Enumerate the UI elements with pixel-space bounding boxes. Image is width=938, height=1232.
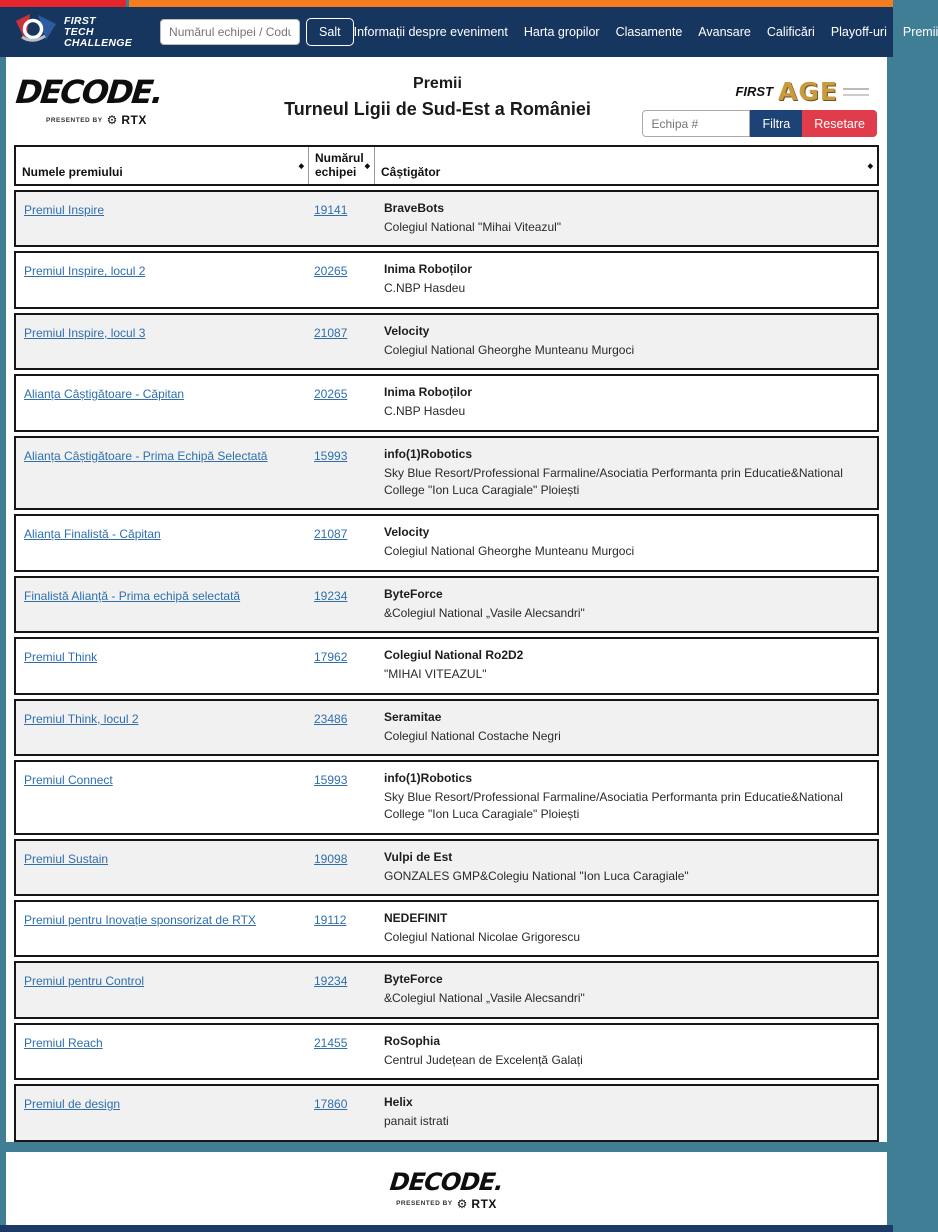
- winner-affiliation: Sky Blue Resort/Professional Farmaline/Asociatia Performanta prin Educatie&National College "Ion Luca Caragiale" Ploiești: [384, 789, 843, 822]
- winner-name: info(1)Robotics: [384, 770, 472, 785]
- winner-name: Colegiul National Ro2D2: [384, 648, 524, 663]
- winner-name: Inima Roboților: [384, 385, 472, 400]
- winner-name: BraveBots: [384, 201, 445, 215]
- winner-name: info(1)Robotics: [384, 446, 472, 461]
- nav-link-playoffs[interactable]: Playoff-uri: [830, 25, 887, 39]
- team-number-link[interactable]: 21455: [314, 1035, 348, 1050]
- winner-affiliation: Colegiul National Costache Negri: [384, 728, 561, 743]
- winner-name: ByteForce: [384, 586, 443, 601]
- award-link[interactable]: Alianța Finalistă - Căpitan: [24, 527, 161, 542]
- awards-table: [14, 145, 879, 1142]
- ftc-swirl-icon: [14, 13, 58, 52]
- winner-affiliation: Colegiul National Gheorghe Munteanu Murgoci: [384, 544, 635, 559]
- winner-affiliation: &Colegiul National „Vasile Alecsandri": [384, 991, 585, 1006]
- red-stripe: [0, 0, 126, 7]
- decode-logo: [16, 69, 226, 127]
- page-title: Premii: [413, 75, 462, 92]
- table-rows: [14, 190, 879, 1142]
- table-row: [14, 514, 879, 571]
- winner-name: Inima Roboților: [384, 262, 472, 277]
- team-number-link[interactable]: 20265: [314, 387, 348, 402]
- presented-by-rtx: [46, 113, 226, 127]
- nav-link-quals[interactable]: Calificări: [766, 25, 815, 39]
- winner-affiliation: GONZALES GMP&Colegiu National "Ion Luca Caragiale": [384, 868, 689, 883]
- award-link[interactable]: Premiul Reach: [24, 1035, 103, 1050]
- winner-name: NEDEFINIT: [384, 911, 448, 926]
- column-header-award[interactable]: [16, 147, 308, 184]
- winner-name: ByteForce: [384, 972, 443, 987]
- column-header-team[interactable]: [308, 147, 374, 184]
- table-row: [14, 374, 879, 431]
- winner-name: Helix: [384, 1095, 413, 1110]
- rtx-gear-icon: ⚙: [106, 113, 118, 127]
- award-link[interactable]: Premiul Inspire: [24, 203, 105, 217]
- award-link[interactable]: Alianța Câștigătoare - Căpitan: [24, 387, 185, 402]
- team-search-input[interactable]: [160, 19, 300, 45]
- winner-name: RoSophia: [384, 1033, 440, 1048]
- presented-by-rtx-footer: [6, 1197, 887, 1211]
- table-row: [14, 961, 879, 1018]
- winner-affiliation: C.NBP Hasdeu: [384, 404, 466, 419]
- team-number-link[interactable]: 15993: [314, 772, 348, 787]
- team-number-link[interactable]: 15993: [314, 448, 348, 463]
- award-link[interactable]: Premiul pentru Control: [24, 974, 145, 989]
- presented-by-label: PRESENTED BY: [46, 116, 103, 124]
- winner-affiliation: C.NBP Hasdeu: [384, 281, 466, 296]
- nav-link-event-info[interactable]: Informații despre eveniment: [353, 25, 508, 39]
- team-number-link[interactable]: 19112: [314, 913, 347, 928]
- team-number-link[interactable]: 17962: [314, 650, 348, 665]
- table-row: [14, 251, 879, 308]
- winner-name: Seramitae: [384, 709, 442, 724]
- ftc-logo-text: FIRST TECH CHALLENGE: [64, 14, 133, 49]
- rtx-gear-icon: ⚙: [456, 1196, 468, 1211]
- first-age-first-label: FIRST: [735, 84, 774, 99]
- sort-icon[interactable]: ◆: [364, 162, 370, 170]
- table-row: [14, 637, 879, 694]
- orange-stripe: [129, 0, 893, 7]
- salt-button[interactable]: Salt: [306, 18, 354, 46]
- winner-name: Vulpi de Est: [384, 849, 453, 864]
- table-row: [14, 839, 879, 896]
- award-link[interactable]: Finalistă Alianță - Prima echipă selectată: [24, 588, 241, 603]
- award-link[interactable]: Premiul Inspire, locul 2: [24, 264, 146, 279]
- table-row: [14, 1084, 879, 1141]
- nav-link-awards[interactable]: Premii: [902, 25, 938, 39]
- age-logo-mark: [843, 88, 869, 96]
- award-link[interactable]: Premiul de design: [24, 1097, 121, 1112]
- winner-affiliation: Colegiul National "Mihai Viteazul": [384, 220, 562, 234]
- column-header-winner-label: Câștigător: [381, 165, 441, 179]
- first-age-logo: [735, 79, 869, 104]
- column-header-team-label: Numărul echipei: [315, 151, 364, 179]
- sort-icon[interactable]: ◆: [298, 162, 304, 170]
- table-header: [14, 145, 879, 186]
- team-number-link[interactable]: 19098: [314, 851, 348, 866]
- team-number-link[interactable]: 19234: [314, 974, 348, 989]
- team-number-link[interactable]: 21087: [314, 325, 348, 340]
- nav-link-pit-map[interactable]: Harta gropilor: [523, 25, 600, 39]
- team-number-link[interactable]: 17860: [314, 1097, 348, 1112]
- winner-affiliation: panait istrati: [384, 1114, 449, 1129]
- table-row: [14, 900, 879, 957]
- header-right-block: [649, 69, 877, 137]
- team-number-link[interactable]: 23486: [314, 711, 348, 726]
- page-titles: [226, 69, 649, 120]
- team-filter-input[interactable]: [642, 110, 750, 137]
- nav-link-advancement[interactable]: Avansare: [698, 25, 751, 39]
- winner-affiliation: "MIHAI VITEAZUL": [384, 667, 487, 682]
- sort-icon[interactable]: ◆: [867, 162, 873, 170]
- team-number-link[interactable]: 19234: [314, 588, 348, 603]
- column-header-winner[interactable]: [374, 147, 877, 184]
- decode-wordmark: DECODE.: [14, 73, 164, 111]
- bottom-navy-bar: [0, 1225, 893, 1232]
- table-row: [14, 576, 879, 633]
- content-area: [6, 57, 887, 1142]
- table-row: [14, 760, 879, 835]
- team-search-group: [160, 18, 354, 46]
- winner-affiliation: Colegiul National Nicolae Grigorescu: [384, 930, 581, 945]
- winner-name: Velocity: [384, 323, 430, 338]
- decode-wordmark-footer: DECODE.: [388, 1167, 505, 1196]
- winner-name: Velocity: [384, 525, 430, 540]
- team-number-link[interactable]: 21087: [314, 527, 348, 542]
- ftc-logo[interactable]: [14, 13, 132, 52]
- award-link[interactable]: Premiul pentru Inovație sponsorizat de RTX: [24, 913, 256, 928]
- filter-button[interactable]: Filtra: [750, 110, 802, 137]
- first-age-age-label: AGE: [778, 77, 838, 106]
- page-footer: [6, 1152, 887, 1225]
- table-row: [14, 190, 879, 247]
- reset-button[interactable]: Resetare: [802, 110, 877, 137]
- award-link[interactable]: Premiul Think: [24, 650, 98, 665]
- winner-affiliation: Sky Blue Resort/Professional Farmaline/Asociatia Performanta prin Educatie&National College "Ion Luca Caragiale" Ploiești: [384, 465, 843, 497]
- winner-affiliation: Centrul Județean de Excelență Galați: [384, 1052, 583, 1067]
- page-header: [10, 65, 883, 143]
- team-filter-group: [642, 110, 877, 137]
- top-accent-stripes: [0, 0, 893, 7]
- table-row: [14, 699, 879, 756]
- main-nav: [354, 25, 938, 39]
- team-number-link[interactable]: 19141: [314, 203, 348, 217]
- winner-affiliation: Colegiul National Gheorghe Munteanu Murgoci: [384, 342, 635, 357]
- table-row: [14, 436, 879, 511]
- nav-link-rankings[interactable]: Clasamente: [615, 25, 683, 39]
- rtx-label: RTX: [471, 1196, 497, 1211]
- page-subtitle: Turneul Ligii de Sud-Est a României: [284, 99, 591, 119]
- presented-by-label: PRESENTED BY: [396, 1200, 453, 1208]
- column-header-award-label: Numele premiului: [22, 165, 123, 179]
- table-row: [14, 313, 879, 370]
- award-link[interactable]: Premiul Inspire, locul 3: [24, 325, 146, 340]
- team-number-link[interactable]: 20265: [314, 264, 348, 279]
- winner-affiliation: &Colegiul National „Vasile Alecsandri": [384, 605, 585, 620]
- table-row: [14, 1023, 879, 1080]
- award-link[interactable]: Premiul Connect: [24, 772, 113, 787]
- award-link[interactable]: Premiul Think, locul 2: [24, 711, 139, 726]
- rtx-label: RTX: [121, 113, 147, 127]
- award-link[interactable]: Premiul Sustain: [24, 851, 109, 866]
- award-link[interactable]: Alianța Câștigătoare - Prima Echipă Selectată: [24, 448, 268, 463]
- top-navbar: [0, 7, 938, 57]
